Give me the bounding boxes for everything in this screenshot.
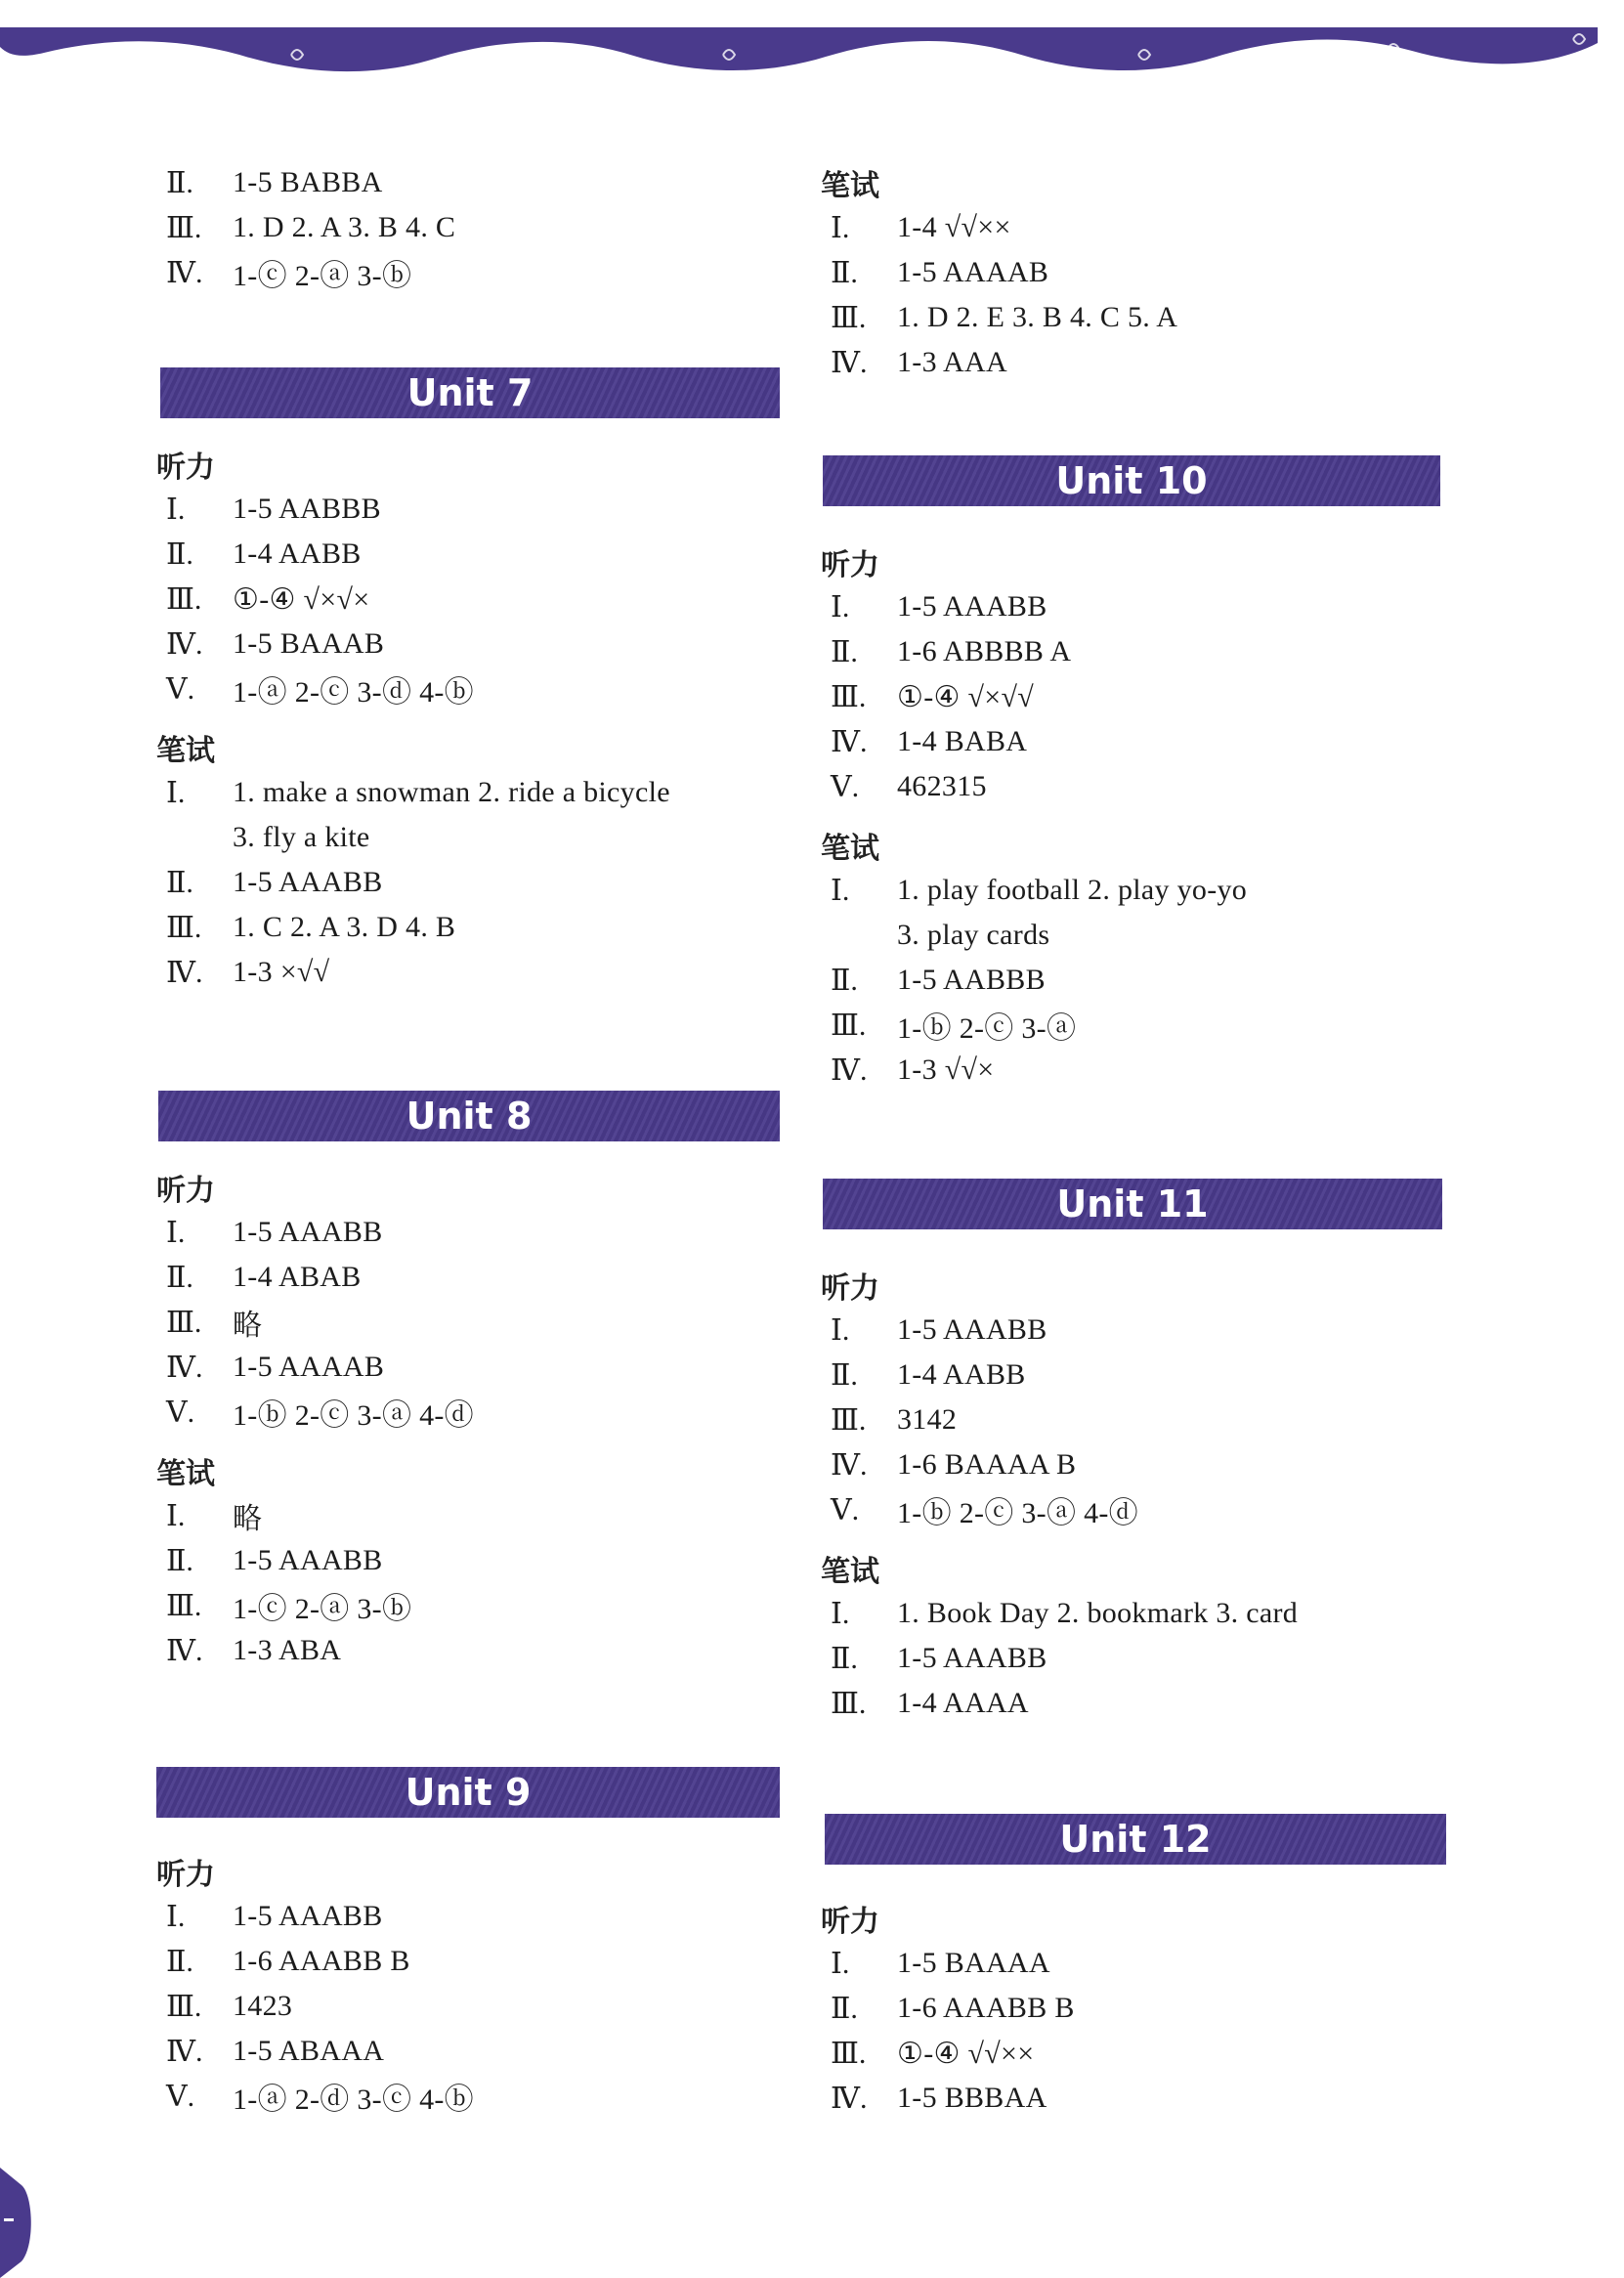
answer-line: Ⅰ. 1. Book Day 2. bookmark 3. card [831,1597,1299,1630]
answer-line: Ⅲ. 3142 [831,1403,958,1437]
listening-heading: 听力 [821,1905,879,1939]
answer-line: Ⅱ. 1-4 AABB [166,537,362,571]
answer-line: Ⅱ. 1-5 AAABB [166,1544,383,1577]
writing-heading: 笔试 [156,734,215,768]
answer-line: Ⅲ. 1. D 2. E 3. B 4. C 5. A [831,301,1178,334]
answer-line: Ⅲ. ①-④ √×√× [166,582,370,616]
answer-line: Ⅲ. 略 [166,1306,263,1342]
unit-7-answers [156,442,791,995]
answer-line: Ⅱ. 1-5 BABBA [166,166,383,199]
answer-line: Ⅳ. 1-6 BAAAA B [831,1448,1077,1482]
listening-heading: 听力 [156,1174,215,1208]
unit-8-answers [156,1165,791,1673]
unit-9-answers [156,1849,791,2119]
unit-title: Unit 7 [406,371,534,414]
listening-heading: 听力 [821,548,879,582]
unit-title: Unit 9 [405,1771,532,1814]
answer-line: Ⅳ. 1-4 BABA [831,725,1028,758]
answer-line: 3. fly a kite [233,821,370,853]
answer-line: Ⅲ. 1-ⓒ 2-ⓐ 3-ⓑ [166,1589,412,1625]
writing-heading: 笔试 [821,832,879,866]
answer-line: Ⅰ. 略 [166,1499,263,1535]
answer-line: Ⅴ. 462315 [831,770,987,803]
answer-line: Ⅳ. 1-3 AAA [831,346,1007,379]
unit-10-header [823,455,1440,506]
answer-line: Ⅴ. 1-ⓑ 2-ⓒ 3-ⓐ 4-ⓓ [831,1493,1138,1529]
answer-line: Ⅰ. 1. play football 2. play yo-yo [831,874,1248,907]
answer-line: Ⅳ. 1-5 ABAAA [166,2035,385,2068]
answer-line: Ⅳ. 1-5 BAAAB [166,627,385,661]
answer-line: Ⅲ. ①-④ √√×× [831,2037,1035,2070]
answer-line: Ⅰ. 1-5 AAABB [166,1216,383,1249]
answer-line: Ⅱ. 1-5 AAAAB [831,256,1049,289]
answer-line: Ⅳ. 1-3 ABA [166,1634,342,1667]
listening-heading: 听力 [156,1858,215,1892]
writing-heading: 笔试 [821,1555,879,1589]
answer-line: Ⅲ. 1-4 AAAA [831,1687,1029,1720]
unit-title: Unit 11 [1056,1182,1209,1225]
unit-title: Unit 12 [1059,1818,1212,1861]
answer-line: Ⅰ. 1-5 AAABB [831,590,1047,623]
answer-line: Ⅲ. 1-ⓑ 2-ⓒ 3-ⓐ [831,1009,1077,1045]
answer-line: Ⅲ. 1423 [166,1990,293,2023]
answer-line: 3. play cards [897,919,1050,951]
answer-line: Ⅰ. 1-5 BAAAA [831,1947,1050,1980]
unit-10-answers [821,539,1456,1093]
unit-title: Unit 8 [406,1095,533,1138]
unit-title: Unit 10 [1055,459,1208,502]
listening-heading: 听力 [156,451,215,485]
writing-heading: 笔试 [156,1457,215,1491]
unit-12-header [825,1814,1446,1865]
intro-answers-right [821,160,1456,385]
answer-line: Ⅰ. 1-4 √√×× [831,211,1011,244]
unit-9-header [156,1767,780,1818]
answer-line: Ⅰ. 1-5 AABBB [166,493,381,526]
unit-11-answers [821,1263,1456,1726]
answer-line: Ⅲ. 1. D 2. A 3. B 4. C [166,211,456,244]
answer-line: Ⅳ. 1-3 ×√√ [166,956,330,989]
answer-line: Ⅴ. 1-ⓐ 2-ⓓ 3-ⓒ 4-ⓑ [166,2080,474,2116]
answer-line: Ⅱ. 1-4 AABB [831,1358,1026,1392]
answer-line: Ⅲ. 1. C 2. A 3. D 4. B [166,911,456,944]
intro-answers-left [156,160,791,295]
answer-line: Ⅳ. 1-5 AAAAB [166,1351,385,1384]
unit-12-answers [821,1896,1456,2121]
answer-line: Ⅱ. 1-6 AAABB B [831,1992,1075,2025]
answer-line: Ⅳ. 1-3 √√× [831,1053,995,1087]
answer-line: Ⅱ. 1-5 AAABB [166,866,383,899]
top-wave-banner [0,0,1624,93]
answer-line: Ⅱ. 1-5 AAABB [831,1642,1047,1675]
answer-line: Ⅰ. 1-5 AAABB [166,1900,383,1933]
unit-7-header [160,367,780,418]
answer-line: Ⅰ. 1-5 AAABB [831,1313,1047,1347]
answer-line: Ⅳ. 1-ⓒ 2-ⓐ 3-ⓑ [166,256,412,292]
unit-8-header [158,1091,780,1141]
answer-line: Ⅴ. 1-ⓑ 2-ⓒ 3-ⓐ 4-ⓓ [166,1396,474,1432]
answer-line: Ⅴ. 1-ⓐ 2-ⓒ 3-ⓓ 4-ⓑ [166,672,474,709]
answer-line: Ⅱ. 1-5 AABBB [831,964,1046,997]
corner-tab-decoration [0,2168,39,2278]
answer-line: Ⅰ. 1. make a snowman 2. ride a bicycle [166,776,670,809]
answer-line: Ⅱ. 1-6 ABBBB A [831,635,1072,668]
writing-heading: 笔试 [821,169,879,203]
answer-line: Ⅲ. ①-④ √×√√ [831,680,1034,713]
answer-line: Ⅱ. 1-6 AAABB B [166,1945,410,1978]
unit-11-header [823,1179,1442,1229]
answer-line: Ⅳ. 1-5 BBBAA [831,2082,1047,2115]
listening-heading: 听力 [821,1271,879,1306]
answer-line: Ⅱ. 1-4 ABAB [166,1261,362,1294]
